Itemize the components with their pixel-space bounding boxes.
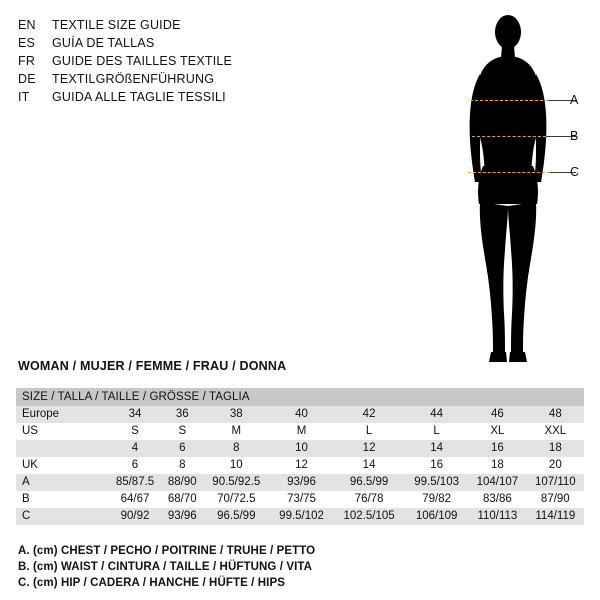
- cell: 90/92: [108, 508, 162, 525]
- cell: 90.5/92.5: [203, 474, 271, 491]
- cell: 10: [270, 440, 333, 457]
- cell: 8: [203, 440, 271, 457]
- row-label: UK: [16, 457, 108, 474]
- hip-measure-line: [468, 172, 550, 173]
- cell: 6: [162, 440, 203, 457]
- cell: 106/109: [405, 508, 468, 525]
- cell: 42: [333, 406, 405, 423]
- language-text: GUÍA DE TALLAS: [52, 36, 155, 50]
- language-row: [18, 16, 348, 34]
- cell: 18: [468, 457, 527, 474]
- cell: 76/78: [333, 491, 405, 508]
- cell: 93/96: [270, 474, 333, 491]
- cell: 36: [162, 406, 203, 423]
- language-text: TEXTILGRÖßENFÜHRUNG: [52, 72, 215, 86]
- cell: XXL: [527, 423, 584, 440]
- cell: 10: [203, 457, 271, 474]
- table-row: [16, 508, 584, 525]
- language-row: [18, 88, 348, 106]
- cell: 68/70: [162, 491, 203, 508]
- language-row: [18, 34, 348, 52]
- table-header-label: SIZE / TALLA / TAILLE / GRÖSSE / TAGLIA: [16, 388, 584, 406]
- cell: M: [203, 423, 271, 440]
- cell: 14: [333, 457, 405, 474]
- cell: 16: [468, 440, 527, 457]
- cell: 6: [108, 457, 162, 474]
- cell: 99.5/102: [270, 508, 333, 525]
- cell: 48: [527, 406, 584, 423]
- table-row: [16, 457, 584, 474]
- chest-measure-line: [470, 100, 548, 101]
- cell: S: [162, 423, 203, 440]
- cell: 102.5/105: [333, 508, 405, 525]
- table-row: [16, 423, 584, 440]
- language-text: TEXTILE SIZE GUIDE: [52, 18, 181, 32]
- cell: L: [333, 423, 405, 440]
- cell: 83/86: [468, 491, 527, 508]
- row-label: US: [16, 423, 108, 440]
- cell: 20: [527, 457, 584, 474]
- language-row: [18, 52, 348, 70]
- language-code: DE: [18, 72, 36, 86]
- table-row: [16, 440, 584, 457]
- measurement-notes: [18, 543, 578, 591]
- cell: 93/96: [162, 508, 203, 525]
- language-code: EN: [18, 18, 36, 32]
- cell: 12: [333, 440, 405, 457]
- cell: 87/90: [527, 491, 584, 508]
- cell: 104/107: [468, 474, 527, 491]
- cell: 44: [405, 406, 468, 423]
- cell: 88/90: [162, 474, 203, 491]
- cell: 85/87.5: [108, 474, 162, 491]
- cell: 34: [108, 406, 162, 423]
- cell: 4: [108, 440, 162, 457]
- cell: 79/82: [405, 491, 468, 508]
- cell: 107/110: [527, 474, 584, 491]
- language-code: FR: [18, 54, 36, 68]
- note-chest: A. (cm) CHEST / PECHO / POITRINE / TRUHE / PETTO: [18, 545, 316, 557]
- cell: 73/75: [270, 491, 333, 508]
- cell: XL: [468, 423, 527, 440]
- cell: 110/113: [468, 508, 527, 525]
- cell: 70/72.5: [203, 491, 271, 508]
- cell: 16: [405, 457, 468, 474]
- table-row: [16, 406, 584, 423]
- note-hip: C. (cm) HIP / CADERA / HANCHE / HÜFTE / HIPS: [18, 577, 286, 589]
- language-code: IT: [18, 90, 30, 104]
- female-silhouette-icon: [430, 6, 590, 376]
- row-label: B: [16, 491, 108, 508]
- table-row: [16, 474, 584, 491]
- cell: M: [270, 423, 333, 440]
- waist-measure-line: [472, 136, 546, 137]
- table-header-row: [16, 388, 584, 406]
- row-label: [16, 440, 108, 457]
- language-text: GUIDA ALLE TAGLIE TESSILI: [52, 90, 226, 104]
- cell: 38: [203, 406, 271, 423]
- cell: 64/67: [108, 491, 162, 508]
- row-label: Europe: [16, 406, 108, 423]
- cell: 14: [405, 440, 468, 457]
- table-row: [16, 491, 584, 508]
- measure-label-a: A: [570, 93, 579, 107]
- measure-label-c: C: [570, 165, 580, 179]
- cell: 40: [270, 406, 333, 423]
- female-body-figure: [430, 6, 590, 376]
- section-title-woman: WOMAN / MUJER / FEMME / FRAU / DONNA: [18, 359, 287, 373]
- language-header: [18, 16, 348, 106]
- cell: 12: [270, 457, 333, 474]
- cell: 18: [527, 440, 584, 457]
- language-code: ES: [18, 36, 36, 50]
- language-row: [18, 70, 348, 88]
- row-label: C: [16, 508, 108, 525]
- note-waist: B. (cm) WAIST / CINTURA / TAILLE / HÜFTUNG / VITA: [18, 561, 313, 573]
- cell: 96.5/99: [203, 508, 271, 525]
- language-text: GUIDE DES TAILLES TEXTILE: [52, 54, 233, 68]
- measure-label-b: B: [570, 129, 579, 143]
- cell: 96.5/99: [333, 474, 405, 491]
- size-table: [16, 388, 584, 525]
- cell: 8: [162, 457, 203, 474]
- row-label: A: [16, 474, 108, 491]
- cell: 99.5/103: [405, 474, 468, 491]
- cell: L: [405, 423, 468, 440]
- cell: 114/119: [527, 508, 584, 525]
- cell: 46: [468, 406, 527, 423]
- cell: S: [108, 423, 162, 440]
